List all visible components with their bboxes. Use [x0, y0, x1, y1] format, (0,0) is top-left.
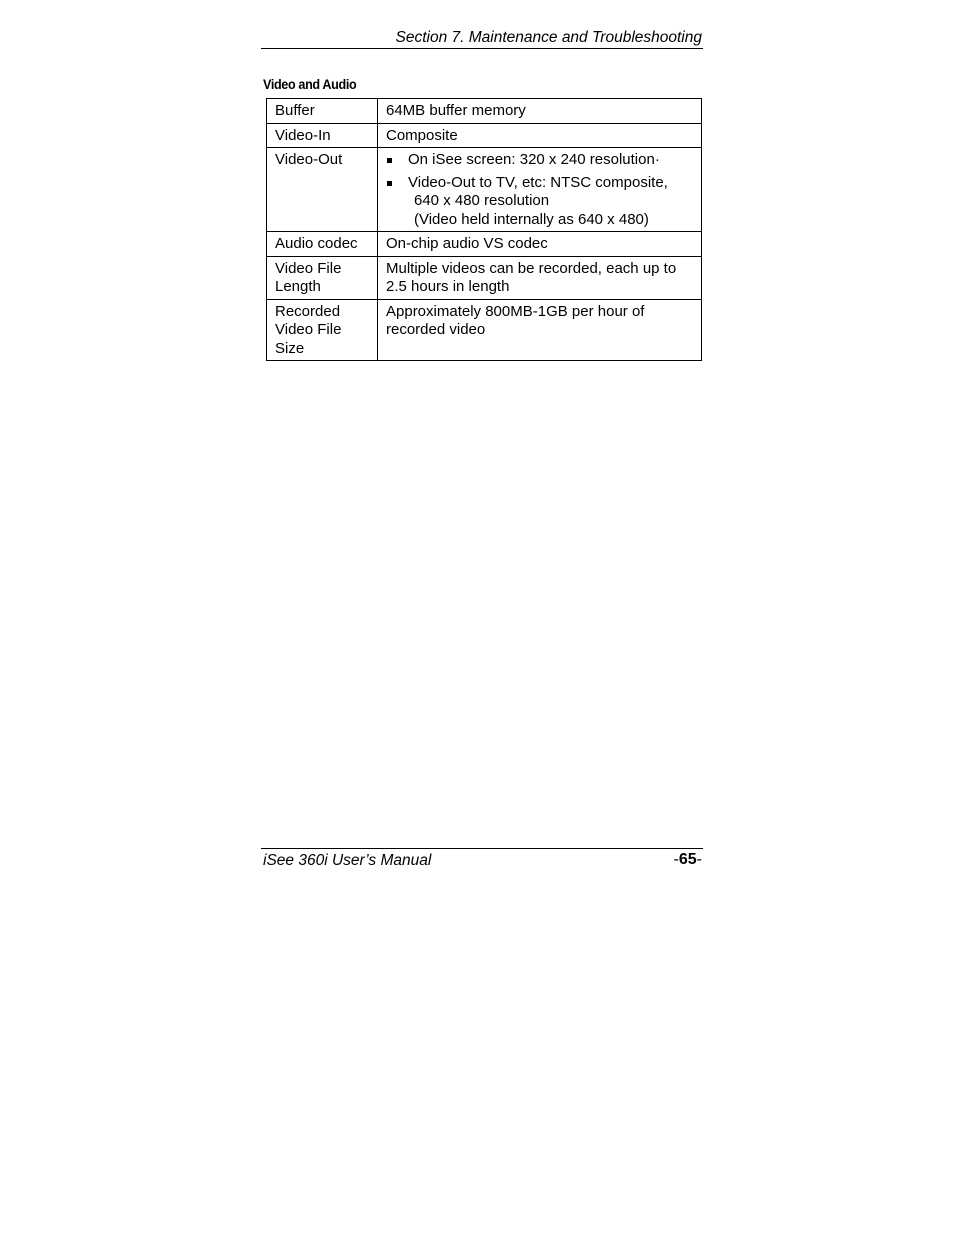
row-label: Video File Length — [267, 256, 378, 299]
bullet-text-continuation: (Video held internally as 640 x 480) — [414, 210, 649, 228]
row-value: On-chip audio VS codec — [378, 232, 702, 257]
row-label: Audio codec — [267, 232, 378, 257]
page-number: 65 — [678, 851, 697, 868]
bullet-text-continuation: 640 x 480 resolution — [414, 192, 550, 209]
row-value: Approximately 800MB-1GB per hour of recorded video — [378, 299, 702, 361]
bullet-text: Video-Out to TV, etc: NTSC composite, — [408, 173, 668, 191]
page-header — [261, 28, 703, 49]
manual-title: iSee 360i User’s Manual — [263, 852, 432, 869]
spec-table — [266, 98, 702, 361]
row-label: Video-Out — [267, 148, 378, 232]
table-row — [267, 123, 702, 148]
bullet-text: On iSee screen: 320 x 240 resolution· — [408, 151, 660, 168]
list-item — [386, 174, 693, 230]
list-item — [386, 151, 693, 170]
table-row — [267, 299, 702, 361]
section-heading: Video and Audio — [263, 76, 357, 92]
page-number-suffix: - — [696, 851, 702, 868]
row-value — [378, 148, 702, 232]
table-row — [267, 148, 702, 232]
row-label: Video-In — [267, 123, 378, 148]
page-number-block — [674, 851, 702, 869]
page-number-prefix: - — [673, 851, 679, 868]
square-bullet-icon — [387, 158, 392, 163]
square-bullet-icon — [387, 181, 392, 186]
table-row — [267, 256, 702, 299]
row-value: Multiple videos can be recorded, each up to 2.5 hours in length — [378, 256, 702, 299]
table-row — [267, 99, 702, 124]
page-footer — [261, 848, 703, 873]
row-value: Composite — [378, 123, 702, 148]
row-label: Recorded Video File Size — [267, 299, 378, 361]
row-label: Buffer — [267, 99, 378, 124]
bullet-list — [386, 151, 693, 229]
table-row — [267, 232, 702, 257]
section-title: Section 7. Maintenance and Troubleshooting — [395, 29, 702, 46]
row-value: 64MB buffer memory — [378, 99, 702, 124]
